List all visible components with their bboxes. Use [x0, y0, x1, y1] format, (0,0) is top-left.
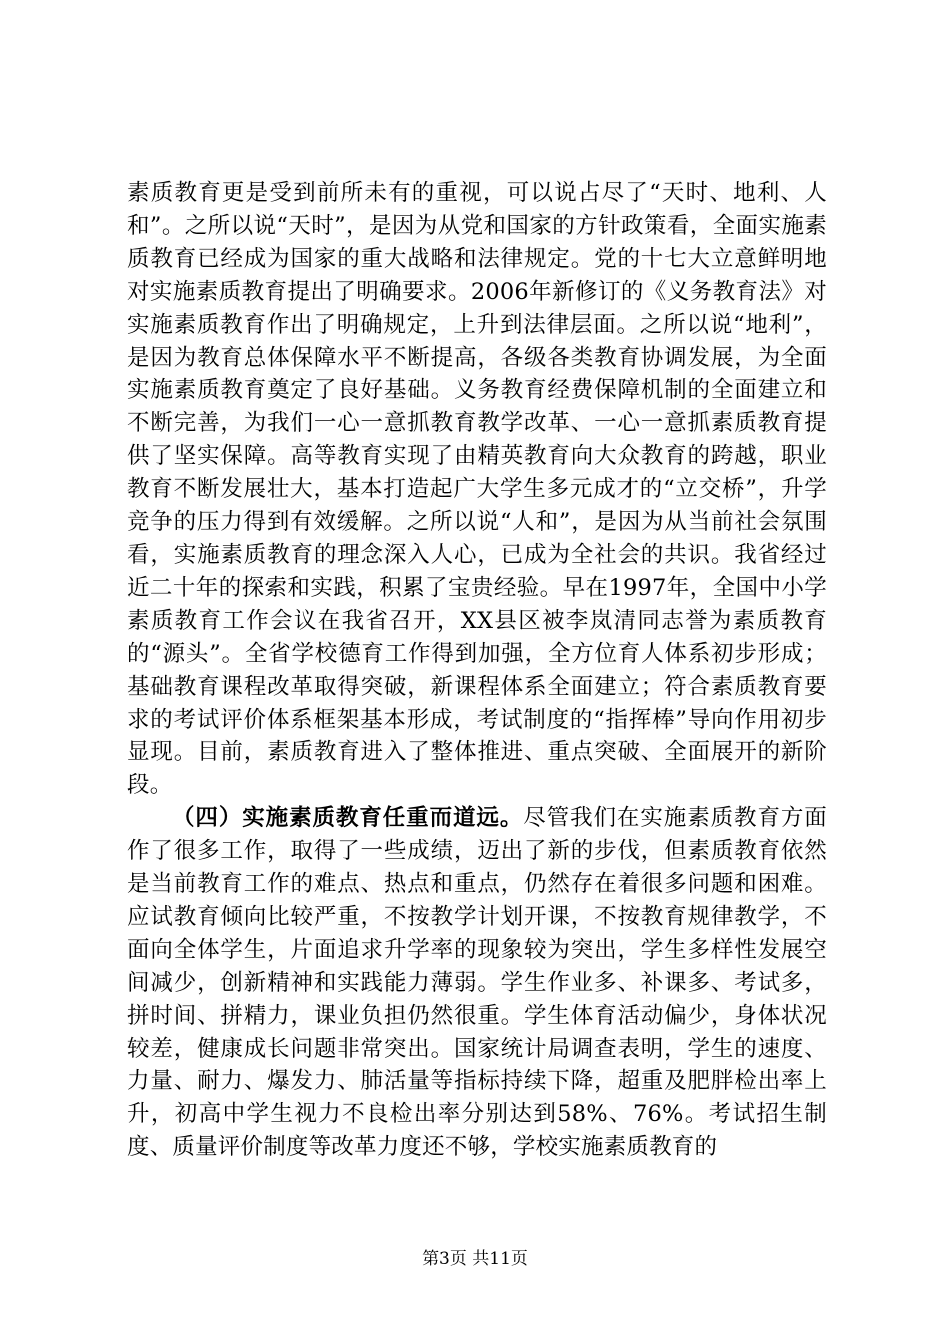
- document-body: [127, 177, 827, 1164]
- page-footer: 第3页 共11页: [422, 1249, 528, 1269]
- section-body: 尽管我们在实施素质教育方面作了很多工作，取得了一些成绩，迈出了新的步伐，但素质教育依然是当前教育工作的难点、热点和重点，仍然存在着很多问题和困难。应试教育倾向比较严重，不按教学计划开课，不按教育规律教学，不面向全体学生，片面追求升学率的现象较为突出，学生多样性发展空间减少，创新精神和实践能力薄弱。学生作业多、补课多、考试多，拼时间、拼精力，课业负担仍然很重。学生体育活动偏少，身体状况较差，健康成长问题非常突出。国家统计局调查表明，学生的速度、力量、耐力、爆发力、肺活量等指标持续下降，超重及肥胖检出率上升，初高中学生视力不良检出率分别达到58%、76%。考试招生制度、质量评价制度等改革力度还不够，学校实施素质教育的: [127, 805, 827, 1161]
- paragraph-continued: 素质教育更是受到前所未有的重视，可以说占尽了“天时、地利、人和”。之所以说“天时”，是因为从党和国家的方针政策看，全面实施素质教育已经成为国家的重大战略和法律规定。党的十七大立意鲜明地对实施素质教育提出了明确要求。2006年新修订的《义务教育法》对实施素质教育作出了明确规定，上升到法律层面。之所以说“地利”，是因为教育总体保障水平不断提高，各级各类教育协调发展，为全面实施素质教育奠定了良好基础。义务教育经费保障机制的全面建立和不断完善，为我们一心一意抓教育教学改革、一心一意抓素质教育提供了坚实保障。高等教育实现了由精英教育向大众教育的跨越，职业教育不断发展壮大，基本打造起广大学生多元成才的“立交桥”，升学竞争的压力得到有效缓解。之所以说“人和”，是因为从当前社会氛围看，实施素质教育的理念深入人心，已成为全社会的共识。我省经过近二十年的探索和实践，积累了宝贵经验。早在1997年，全国中小学素质教育工作会议在我省召开，XX县区被李岚清同志誉为素质教育的“源头”。全省学校德育工作得到加强，全方位育人体系初步形成；基础教育课程改革取得突破，新课程体系全面建立；符合素质教育要求的考试评价体系框架基本形成，考试制度的“指挥棒”导向作用初步显现。目前，素质教育进入了整体推进、重点突破、全面展开的新阶段。: [127, 180, 827, 799]
- section-heading: （四）实施素质教育任重而道远。: [172, 805, 524, 832]
- paragraph-section-four: [127, 802, 827, 1164]
